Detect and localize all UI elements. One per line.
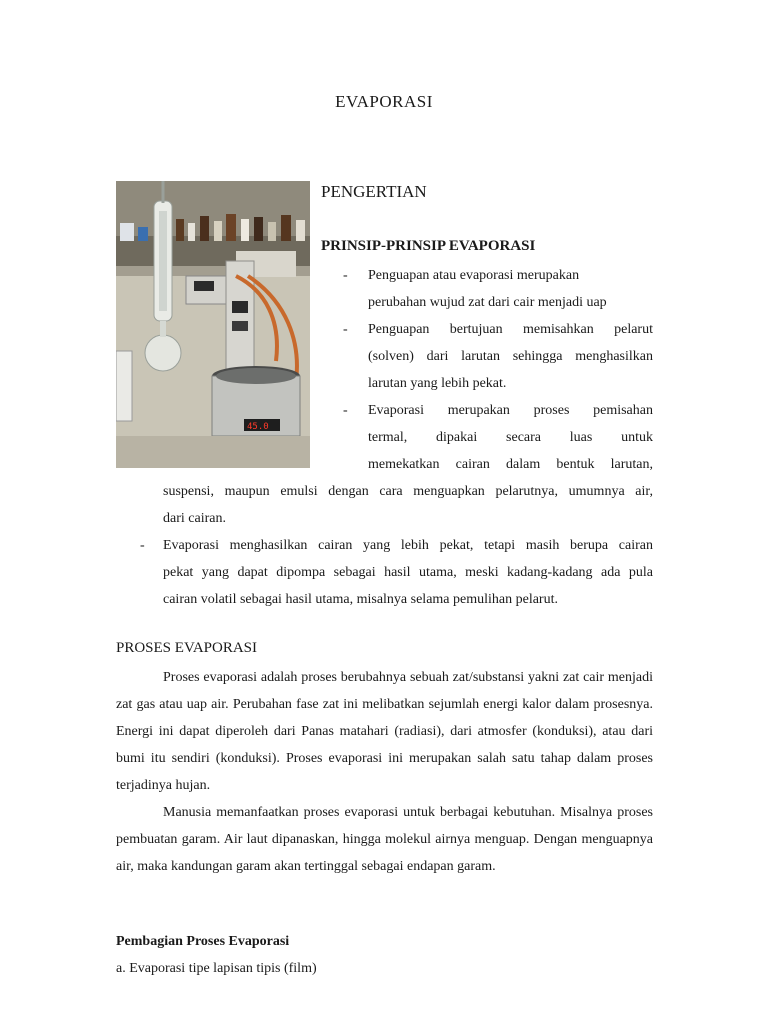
bullet-1-line-1: Penguapan atau evaporasi merupakan [368,268,580,283]
bullet-3-line-4: suspensi, maupun emulsi dengan cara menguapkan pelarutnya, umumnya air, [163,484,653,499]
bullet-4-line-1: Evaporasi menghasilkan cairan yang lebih pekat, tetapi masih berupa cairan [163,538,653,553]
bullet-4-line-3: cairan volatil sebagai hasil utama, misalnya selama pemulihan pelarut. [163,592,558,607]
bullet-3-line-2: termal, dipakai secara luas untuk [368,430,653,445]
bullet-2-line-1: Penguapan bertujuan memisahkan pelarut [368,322,653,337]
bullet-dash: - [343,403,348,418]
bullet-dash: - [140,538,145,553]
bullet-3-line-3: memekatkan cairan dalam bentuk larutan, [368,457,653,472]
bullet-2-line-2: (solven) dari larutan sehingga menghasilkan [368,349,653,364]
document-title: EVAPORASI [335,92,433,111]
bullet-4-line-2: pekat yang dapat dipompa sebagai hasil utama, meski kadang-kadang ada pula [163,565,653,580]
pembagian-item-a: a. Evaporasi tipe lapisan tipis (film) [116,961,317,976]
pembagian-heading: Pembagian Proses Evaporasi [116,934,290,949]
proses-paragraph-1: Proses evaporasi adalah proses berubahnya sebuah zat/substansi yakni zat cair menjadi zat gas atau uap air. Perubahan fase zat ini melibatkan sejumlah energi kalor dalam prosesnya. Energi ini dapat diperoleh dari Panas matahari (radiasi), dari atmosfer (konduksi), atau dari bumi itu sendiri (konduksi). Proses evaporasi ini merupakan salah satu tahap dalam proses terjadinya hujan. [116,670,653,793]
bullet-3-line-5: dari cairan. [163,511,226,526]
bullet-dash: - [343,322,348,337]
pengertian-heading: PENGERTIAN [321,182,427,201]
bullet-3-line-1: Evaporasi merupakan proses pemisahan [368,403,653,418]
rotary-evaporator-photo [116,181,310,468]
bath-display-readout: 45.0 [247,422,269,432]
bullet-1-line-2: perubahan wujud zat dari cair menjadi uap [368,295,607,310]
proses-heading: PROSES EVAPORASI [116,640,258,656]
rotary-evaporator-image [116,181,310,468]
bullet-2-line-3: larutan yang lebih pekat. [368,376,507,391]
bullet-dash: - [343,268,348,283]
proses-paragraph-2: Manusia memanfaatkan proses evaporasi untuk berbagai kebutuhan. Misalnya proses pembuatan garam. Air laut dipanaskan, hingga molekul airnya menguap. Dengan menguapnya air, maka kandungan garam akan tertinggal sebagai endapan garam. [116,805,653,874]
prinsip-heading: PRINSIP-PRINSIP EVAPORASI [321,238,536,254]
